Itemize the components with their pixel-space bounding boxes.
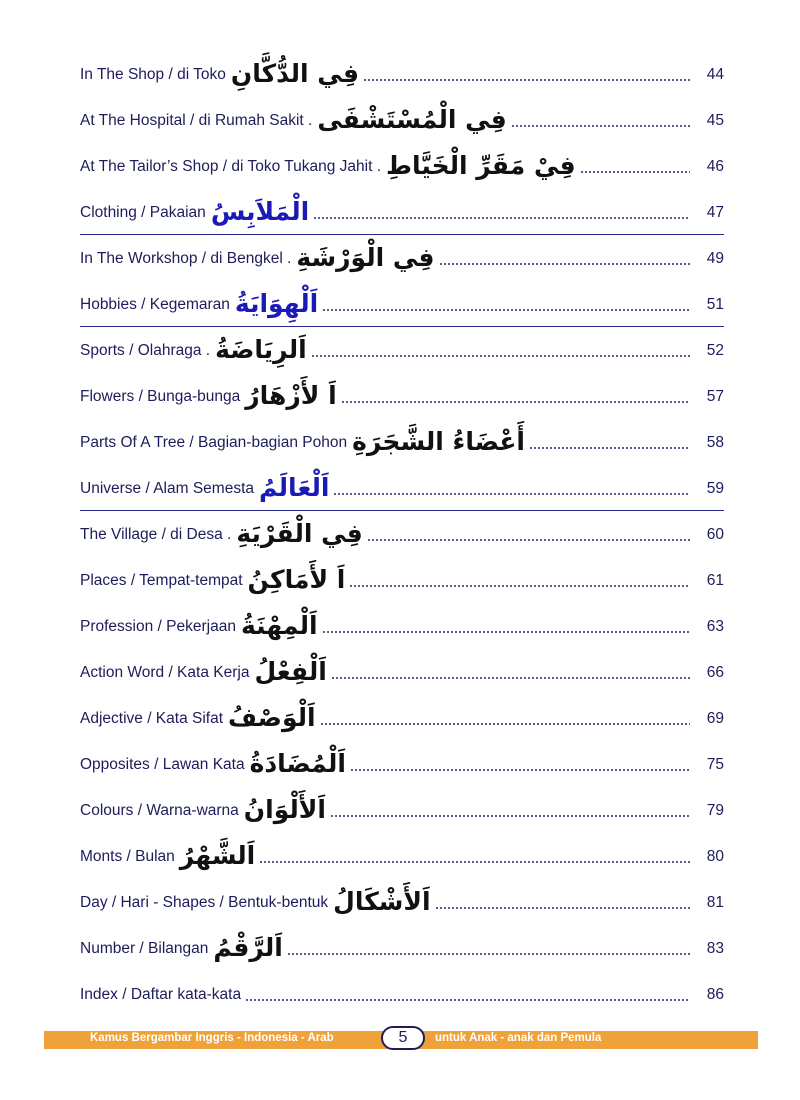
dot-leader — [333, 493, 690, 495]
dot-leader — [322, 309, 690, 311]
dot-leader — [439, 263, 690, 265]
toc-entry-page: 59 — [706, 480, 724, 497]
toc-entry[interactable] — [80, 466, 724, 512]
toc-entry[interactable] — [80, 190, 724, 236]
dot-leader — [341, 401, 690, 403]
toc-entry-page: 57 — [706, 388, 724, 405]
toc-entry[interactable] — [80, 696, 724, 742]
toc-entry-title: Places / Tempat-tempat — [80, 572, 243, 589]
toc-entry-title: Day / Hari - Shapes / Bentuk-bentuk — [80, 894, 329, 911]
dot-leader — [322, 631, 690, 633]
toc-entry-arabic: اَلشَّهْرُ — [179, 840, 256, 870]
dot-leader — [511, 125, 690, 127]
dot-leader — [320, 723, 690, 725]
toc-entry-title: Universe / Alam Semesta — [80, 480, 255, 497]
toc-entry-title: Profession / Pekerjaan — [80, 618, 236, 635]
toc-entry-arabic: اَلْعَالَمُ — [259, 472, 330, 502]
toc-entry[interactable] — [80, 788, 724, 834]
toc-entry[interactable] — [80, 558, 724, 604]
toc-entry-page: 45 — [706, 112, 724, 129]
toc-entry-title: The Village / di Desa . — [80, 526, 232, 543]
toc-entry-title: Number / Bilangan — [80, 940, 209, 957]
dot-leader — [363, 79, 690, 81]
toc-entry-arabic: اَلْمُضَادَةُ — [249, 748, 346, 778]
toc-entry-title: Action Word / Kata Kerja — [80, 664, 250, 681]
toc-entry[interactable] — [80, 52, 724, 98]
toc-entry-page: 83 — [706, 940, 724, 957]
toc-entry[interactable] — [80, 650, 724, 696]
toc-entry-arabic: فِي الْقَرْيَةِ — [236, 518, 363, 548]
toc-entry-page: 61 — [706, 572, 724, 589]
toc-entry-arabic: فِيْ مَقَرِّ الْخَيَّاطِ — [386, 150, 576, 180]
page-footer — [44, 1031, 758, 1049]
dot-leader — [435, 907, 690, 909]
toc-entry-title: Flowers / Bunga-bunga — [80, 388, 241, 405]
toc-entry-page: 69 — [706, 710, 724, 727]
toc-entry-arabic: اَلْهِوَايَةُ — [234, 288, 319, 318]
footer-book-title: Kamus Bergambar Inggris - Indonesia - Arab — [90, 1032, 334, 1044]
toc-entry-page: 58 — [706, 434, 724, 451]
toc-entry[interactable] — [80, 834, 724, 880]
toc-entry-page: 47 — [706, 204, 724, 221]
dot-leader — [259, 861, 690, 863]
toc-entry-page: 86 — [706, 986, 724, 1003]
toc-entry-title: Adjective / Kata Sifat — [80, 710, 224, 727]
toc-entry-page: 60 — [706, 526, 724, 543]
dot-leader — [580, 171, 690, 173]
toc-entry-arabic: اَلرَّقْمُ — [213, 932, 283, 962]
toc-entry-arabic: اَلرِيَاضَةُ — [215, 334, 307, 364]
toc-entry-title: Index / Daftar kata-kata — [80, 986, 242, 1003]
toc-entry-title: Clothing / Pakaian — [80, 204, 206, 221]
toc-entry-arabic: أَعْضَاءُ الشَّجَرَةِ — [352, 426, 526, 456]
toc-entry-arabic: فِي الْوَرْشَةِ — [296, 242, 435, 272]
toc-entry-title: Parts Of A Tree / Bagian-bagian Pohon — [80, 434, 348, 451]
toc-entry-page: 80 — [706, 848, 724, 865]
dot-leader — [330, 815, 690, 817]
toc-entry[interactable] — [80, 282, 724, 328]
toc-entry-arabic: فِي الدُّكَّانِ — [230, 58, 359, 88]
toc-entry-arabic: اَلْفِعْلُ — [254, 656, 327, 686]
dot-leader — [311, 355, 690, 357]
toc-entry-page: 81 — [706, 894, 724, 911]
toc-entry[interactable] — [80, 374, 724, 420]
toc-entry-arabic: اَ لأَزْهَارُ — [245, 380, 337, 410]
toc-entry[interactable] — [80, 880, 724, 926]
toc-entry-arabic: اَلْمِهْنَةُ — [240, 610, 318, 640]
toc-entry-title: Monts / Bulan — [80, 848, 175, 865]
toc-entry-arabic: اَ لأَمَاكِنُ — [247, 564, 346, 594]
toc-entry-title: In The Workshop / di Bengkel . — [80, 250, 292, 267]
toc-entry-page: 51 — [706, 296, 724, 313]
toc-entry-page: 79 — [706, 802, 724, 819]
toc-entry-page: 75 — [706, 756, 724, 773]
toc-entry-title: Colours / Warna-warna — [80, 802, 239, 819]
toc-entry-page: 49 — [706, 250, 724, 267]
toc-entry-arabic: اَلأَشْكَالُ — [333, 886, 431, 916]
dot-leader — [313, 217, 690, 219]
toc-entry-arabic: فِي الْمُسْتَشْفَى — [317, 104, 507, 134]
footer-subtitle: untuk Anak - anak dan Pemula — [435, 1032, 602, 1044]
toc-entry-page: 52 — [706, 342, 724, 359]
toc-entry-title: Sports / Olahraga . — [80, 342, 211, 359]
toc-entry[interactable] — [80, 328, 724, 374]
toc-entry-title: In The Shop / di Toko — [80, 66, 226, 83]
toc-entry[interactable] — [80, 512, 724, 558]
dot-leader — [367, 539, 690, 541]
page-number-badge: 5 — [381, 1026, 425, 1050]
dot-leader — [287, 953, 690, 955]
toc-entry[interactable] — [80, 742, 724, 788]
toc-entry-page: 46 — [706, 158, 724, 175]
toc-entry[interactable] — [80, 420, 724, 466]
toc-entry-title: Opposites / Lawan Kata — [80, 756, 245, 773]
toc-entry[interactable] — [80, 926, 724, 972]
toc-entry-title: At The Tailor’s Shop / di Toko Tukang Jahit . — [80, 158, 382, 175]
toc-entry-title: At The Hospital / di Rumah Sakit . — [80, 112, 313, 129]
toc-entry-arabic: اَلأَلْوَانُ — [243, 794, 326, 824]
toc-entry[interactable] — [80, 144, 724, 190]
toc-entry[interactable] — [80, 236, 724, 282]
dot-leader — [350, 769, 690, 771]
toc-entry-page: 63 — [706, 618, 724, 635]
toc-entry-page: 44 — [706, 66, 724, 83]
toc-entry[interactable] — [80, 972, 724, 1018]
dot-leader — [245, 999, 690, 1001]
toc-entry-page: 66 — [706, 664, 724, 681]
dot-leader — [349, 585, 690, 587]
toc-entry-arabic: الْمَلاَبِسُ — [210, 196, 310, 226]
toc-entry-arabic: اَلْوَصْفُ — [228, 702, 316, 732]
dot-leader — [331, 677, 690, 679]
dot-leader — [529, 447, 690, 449]
table-of-contents — [80, 52, 724, 1018]
toc-entry[interactable] — [80, 604, 724, 650]
toc-entry[interactable] — [80, 98, 724, 144]
toc-entry-title: Hobbies / Kegemaran — [80, 296, 230, 313]
